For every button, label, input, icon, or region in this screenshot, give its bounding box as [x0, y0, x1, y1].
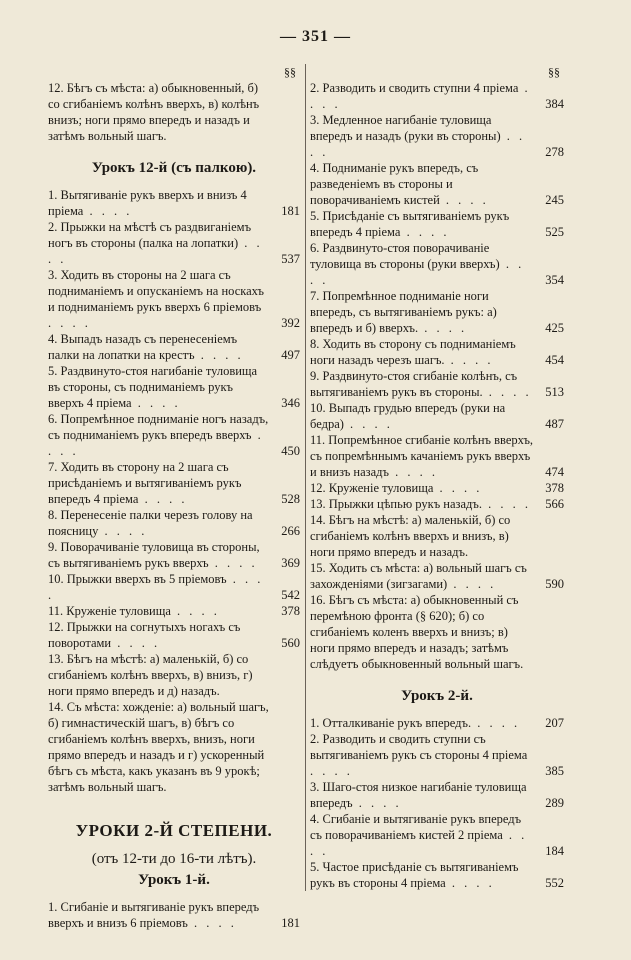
entry-page: 278 [545, 145, 564, 159]
entry-text: Попремѣнное подниманіе ногъ назадъ, съ подниманіемъ рукъ впередъ вверхъ [48, 412, 269, 442]
entry-page: 245 [545, 193, 564, 207]
leader-dots: . . . . [131, 396, 181, 410]
entry-number: 14. [48, 700, 67, 714]
entry-text: Ходить въ сторону съ подниманіемъ ноги назадъ черезъ шагъ. [310, 337, 516, 367]
entry-text: Присѣданіе съ вытягиваніемъ рукъ впередъ 4 пріема [310, 209, 510, 239]
entry-page: 474 [545, 465, 564, 479]
entry-text: Прыжки цѣпью рукъ назадъ. [328, 497, 482, 511]
leader-dots: . . . . [187, 916, 237, 930]
entry-number: 1. [48, 188, 61, 202]
entry-number: 5. [310, 860, 323, 874]
entry-number: 8. [48, 508, 61, 522]
entry-page: 207 [545, 716, 564, 730]
list-item [48, 899, 300, 931]
entry-number: 11. [48, 604, 67, 618]
leader-dots: . . . . [48, 572, 264, 602]
entry-text: Попремѣнное подниманіе ноги впередъ, съ вытягиваніемъ рукъ: а) впередъ и б) вверхъ. [310, 289, 497, 335]
entry-number: 12. [310, 481, 329, 495]
leader-dots: . . . . [445, 876, 495, 890]
list-item [310, 859, 564, 891]
leader-dots: . . . . [471, 716, 521, 730]
list-item [310, 240, 564, 288]
entry-number: 13. [48, 652, 67, 666]
entry-list [310, 80, 564, 672]
entry-number: 7. [310, 289, 323, 303]
leader-dots: . . . . [98, 524, 148, 538]
entry-number: 1. [310, 716, 323, 730]
entry-page: 542 [281, 588, 300, 602]
entry-number: 14. [310, 513, 329, 527]
entry-page: 378 [281, 604, 300, 618]
entry-page: 184 [545, 844, 564, 858]
list-item [310, 560, 564, 592]
entry-number: 5. [310, 209, 323, 223]
entry-text: Разводить и сводить ступни 4 пріема [322, 81, 519, 95]
entry-number: 15. [310, 561, 329, 575]
list-item [310, 432, 564, 480]
entry-page: 450 [281, 444, 300, 458]
entry-number: 1. [48, 900, 61, 914]
entry-text: Бѣгъ съ мѣста: а) обыкновенный, б) со сгибаніемъ колѣнъ вверхъ, в) колѣнъ внизъ; ноги прямо впередъ и назадъ и затѣмъ вольный шагъ. [48, 81, 260, 143]
entry-list [48, 80, 300, 144]
leader-dots: . . . . [433, 481, 483, 495]
entry-number: 12. [48, 620, 67, 634]
entry-text: Сгибаніе и вытягиваніе рукъ впередъ съ поворачиваніемъ кистей 2 пріема [310, 812, 522, 842]
entry-page: 560 [281, 636, 300, 650]
list-item [48, 363, 300, 411]
entry-text: Вытягиваніе рукъ вверхъ и внизъ 4 пріема [48, 188, 247, 218]
entry-page: 454 [545, 353, 564, 367]
entry-text: Частое присѣданіе съ вытягиваніемъ рукъ въ стороны 4 пріема [310, 860, 519, 890]
list-item [310, 208, 564, 240]
entry-number: 2. [48, 220, 61, 234]
list-item [310, 592, 564, 672]
list-item [310, 288, 564, 336]
leader-dots: . . . . [111, 636, 161, 650]
entry-text: Прыжки вверхъ въ 5 пріемовъ [66, 572, 227, 586]
entry-number: 3. [310, 780, 323, 794]
entry-text: Поворачиваніе туловища въ стороны, съ вытягиваніемъ рукъ вверхъ [48, 540, 260, 570]
entry-page: 487 [545, 417, 564, 431]
entry-page: 425 [545, 321, 564, 335]
leader-dots: . . . . [439, 193, 489, 207]
list-item [48, 459, 300, 507]
entry-text: Медленное нагибаніе туловища впередъ и назадъ (руки въ стороны) [310, 113, 501, 143]
entry-number: 4. [48, 332, 61, 346]
entry-page: 289 [545, 796, 564, 810]
entry-text: Бѣгъ съ мѣста: а) обыкновенный съ перемѣною фронта (§ 620); б) со сгибаніемъ коленъ вверхъ и внизъ; в) ноги прямо впередъ и назадъ; затѣмъ слѣдуетъ обыкновенный вольный шагъ. [310, 593, 524, 671]
list-item [48, 219, 300, 267]
entry-number: 10. [310, 401, 329, 415]
age-range: (отъ 12-ти до 16-ти лѣтъ). [91, 851, 257, 867]
entry-page: 369 [281, 556, 300, 570]
leader-dots: . . . . [194, 348, 244, 362]
list-item [48, 331, 300, 363]
leader-dots: . . . . [352, 796, 402, 810]
section-mark: §§ [284, 65, 296, 79]
entry-number: 6. [48, 412, 61, 426]
leader-dots: . . . . [481, 497, 531, 511]
entry-number: 9. [48, 540, 61, 554]
entry-page: 384 [545, 97, 564, 111]
entry-page: 354 [545, 273, 564, 287]
entry-text: Раздвинуто-стоя поворачиваніе туловища въ стороны (руки вверхъ) [310, 241, 500, 271]
list-item [48, 571, 300, 603]
degree-title: УРОКИ 2-Й СТЕПЕНИ. [75, 821, 273, 840]
list-item [310, 779, 564, 811]
entry-text: Раздвинуто-стоя сгибаніе колѣнъ, съ вытягиваніемъ рукъ въ стороны. [310, 369, 518, 399]
entry-list [310, 715, 564, 891]
entry-text: Круженіе туловища [328, 481, 434, 495]
entry-number: 12. [48, 81, 67, 95]
entry-text: Круженіе туловища [66, 604, 171, 618]
entry-page: 378 [545, 481, 564, 495]
entry-text: Подниманіе рукъ впередъ, съ разведеніемъ въ стороны и поворачиваніемъ кистей [310, 161, 479, 207]
list-item [48, 619, 300, 651]
list-item [310, 731, 564, 779]
leader-dots: . . . . [482, 385, 532, 399]
list-item [48, 539, 300, 571]
list-item [310, 160, 564, 208]
entry-number: 10. [48, 572, 67, 586]
lesson-2-title: Урокъ 2-й. [401, 688, 473, 704]
list-item [48, 699, 300, 795]
entry-number: 16. [310, 593, 329, 607]
entry-page: 513 [545, 385, 564, 399]
entry-text: Прыжки на согнутыхъ ногахъ съ поворотами [48, 620, 241, 650]
entry-number: 13. [310, 497, 329, 511]
entry-number: 2. [310, 81, 323, 95]
leader-dots: . . . . [310, 828, 528, 858]
leader-dots: . . . . [310, 764, 353, 778]
leader-dots: . . . . [170, 604, 220, 618]
leader-dots: . . . . [400, 225, 450, 239]
page-number: — 351 — [280, 28, 351, 45]
entry-text: Шаго-стоя низкое нагибаніе туловища впередъ [310, 780, 527, 810]
leader-dots: . . . . [388, 465, 438, 479]
entry-number: 9. [310, 369, 323, 383]
section-mark: §§ [548, 65, 560, 79]
entry-text: Съ мѣста: хожденіе: а) вольный шагъ, б) гимнастическій шагъ, в) бѣгъ со сгибаніемъ колѣнъ вверхъ, внизъ, ноги прямо впередъ и назадъ и г) ускоренный бѣгъ съ мѣста, какъ указанъ въ 9 урокѣ; затѣмъ вольный шагъ. [48, 700, 269, 794]
entry-list [48, 899, 300, 931]
leader-dots: . . . . [83, 204, 133, 218]
leader-dots: . . . . [48, 236, 263, 266]
leader-dots: . . . . [48, 316, 91, 330]
entry-page: 552 [545, 876, 564, 890]
left-column [48, 64, 300, 931]
leader-dots: . . . . [310, 129, 526, 159]
entry-page: 525 [545, 225, 564, 239]
entry-text: Прыжки на мѣстѣ съ раздвиганіемъ ногъ въ стороны (палка на лопатки) [48, 220, 252, 250]
entry-page: 537 [281, 252, 300, 266]
entry-list [48, 187, 300, 795]
lesson-12-title: Урокъ 12-й (съ палкою). [91, 160, 257, 176]
list-item [48, 80, 300, 144]
entry-text: Сгибаніе и вытягиваніе рукъ впередъ вверхъ и внизъ 6 пріемовъ [48, 900, 260, 930]
list-item [310, 112, 564, 160]
leader-dots: . . . . [310, 81, 531, 111]
entry-number: 11. [310, 433, 329, 447]
leader-dots: . . . . [444, 353, 494, 367]
entry-text: Ходить съ мѣста: а) вольный шагъ съ захожденіями (зигзагами) [310, 561, 527, 591]
list-item [310, 400, 564, 432]
entry-page: 528 [281, 492, 300, 506]
entry-page: 181 [281, 916, 300, 930]
leader-dots: . . . . [138, 492, 188, 506]
leader-dots: . . . . [208, 556, 258, 570]
entry-page: 346 [281, 396, 300, 410]
entry-number: 2. [310, 732, 323, 746]
list-item [48, 411, 300, 459]
entry-text: Бѣгъ на мѣстѣ: а) маленькій, б) со сгибаніемъ колѣнъ вверхъ, в) внизъ, г) ноги прямо впередъ и д) назадъ. [48, 652, 253, 698]
list-item [310, 811, 564, 859]
entry-text: Попремѣнное сгибаніе колѣнъ вверхъ, съ попремѣннымъ качаніемъ рукъ вверхъ и внизъ назадъ [310, 433, 534, 479]
list-item [310, 715, 564, 731]
entry-text: Ходить въ сторону на 2 шага съ присѣданіемъ и вытягиваніемъ рукъ впередъ 4 пріема [48, 460, 242, 506]
entry-page: 566 [545, 497, 564, 511]
list-item [310, 368, 564, 400]
leader-dots: . . . . [310, 257, 525, 287]
entry-page: 497 [281, 348, 300, 362]
entry-number: 7. [48, 460, 61, 474]
entry-number: 4. [310, 812, 323, 826]
entry-page: 392 [281, 316, 300, 330]
list-item [310, 336, 564, 368]
entry-text: Выпадъ назадъ съ перенесеніемъ палки на лопатки на крестъ [48, 332, 238, 362]
list-item [310, 496, 564, 512]
list-item [310, 512, 564, 560]
list-item [310, 480, 564, 496]
list-item [48, 267, 300, 331]
list-item [310, 80, 564, 112]
right-column [305, 64, 564, 891]
entry-text: Отталкиваніе рукъ впередъ. [322, 716, 472, 730]
entry-number: 3. [310, 113, 323, 127]
list-item [48, 651, 300, 699]
leader-dots: . . . . [447, 577, 497, 591]
leader-dots: . . . . [418, 321, 468, 335]
entry-text: Разводить и сводить ступни съ вытягиваніемъ рукъ съ стороны 4 пріема [310, 732, 528, 762]
entry-page: 385 [545, 764, 564, 778]
entry-text: Раздвинуто-стоя нагибаніе туловища въ стороны, съ подниманіемъ рукъ вверхъ 4 пріема [48, 364, 258, 410]
entry-number: 3. [48, 268, 61, 282]
list-item [48, 507, 300, 539]
entry-page: 181 [281, 204, 300, 218]
entry-number: 5. [48, 364, 61, 378]
list-item [48, 603, 300, 619]
entry-page: 266 [281, 524, 300, 538]
entry-text: Выпадъ грудью впередъ (руки на бедра) [310, 401, 506, 431]
entry-page: 590 [545, 577, 564, 591]
entry-number: 6. [310, 241, 323, 255]
leader-dots: . . . . [343, 417, 393, 431]
entry-number: 4. [310, 161, 323, 175]
entry-text: Ходить въ стороны на 2 шага съ подниманіемъ и опусканіемъ на носкахъ и подниманіемъ рукъ вверхъ 6 пріемовъ [48, 268, 264, 314]
entry-text: Перенесеніе палки черезъ голову на поясницу [48, 508, 253, 538]
entry-number: 8. [310, 337, 323, 351]
lesson-1-title: Урокъ 1-й. [138, 872, 210, 888]
leader-dots: . . . . [48, 428, 264, 458]
entry-text: Бѣгъ на мѣстѣ: а) маленькій, б) со сгибаніемъ колѣнъ вверхъ и внизъ, в) ноги прямо впередъ и назадъ. [310, 513, 511, 559]
list-item [48, 187, 300, 219]
